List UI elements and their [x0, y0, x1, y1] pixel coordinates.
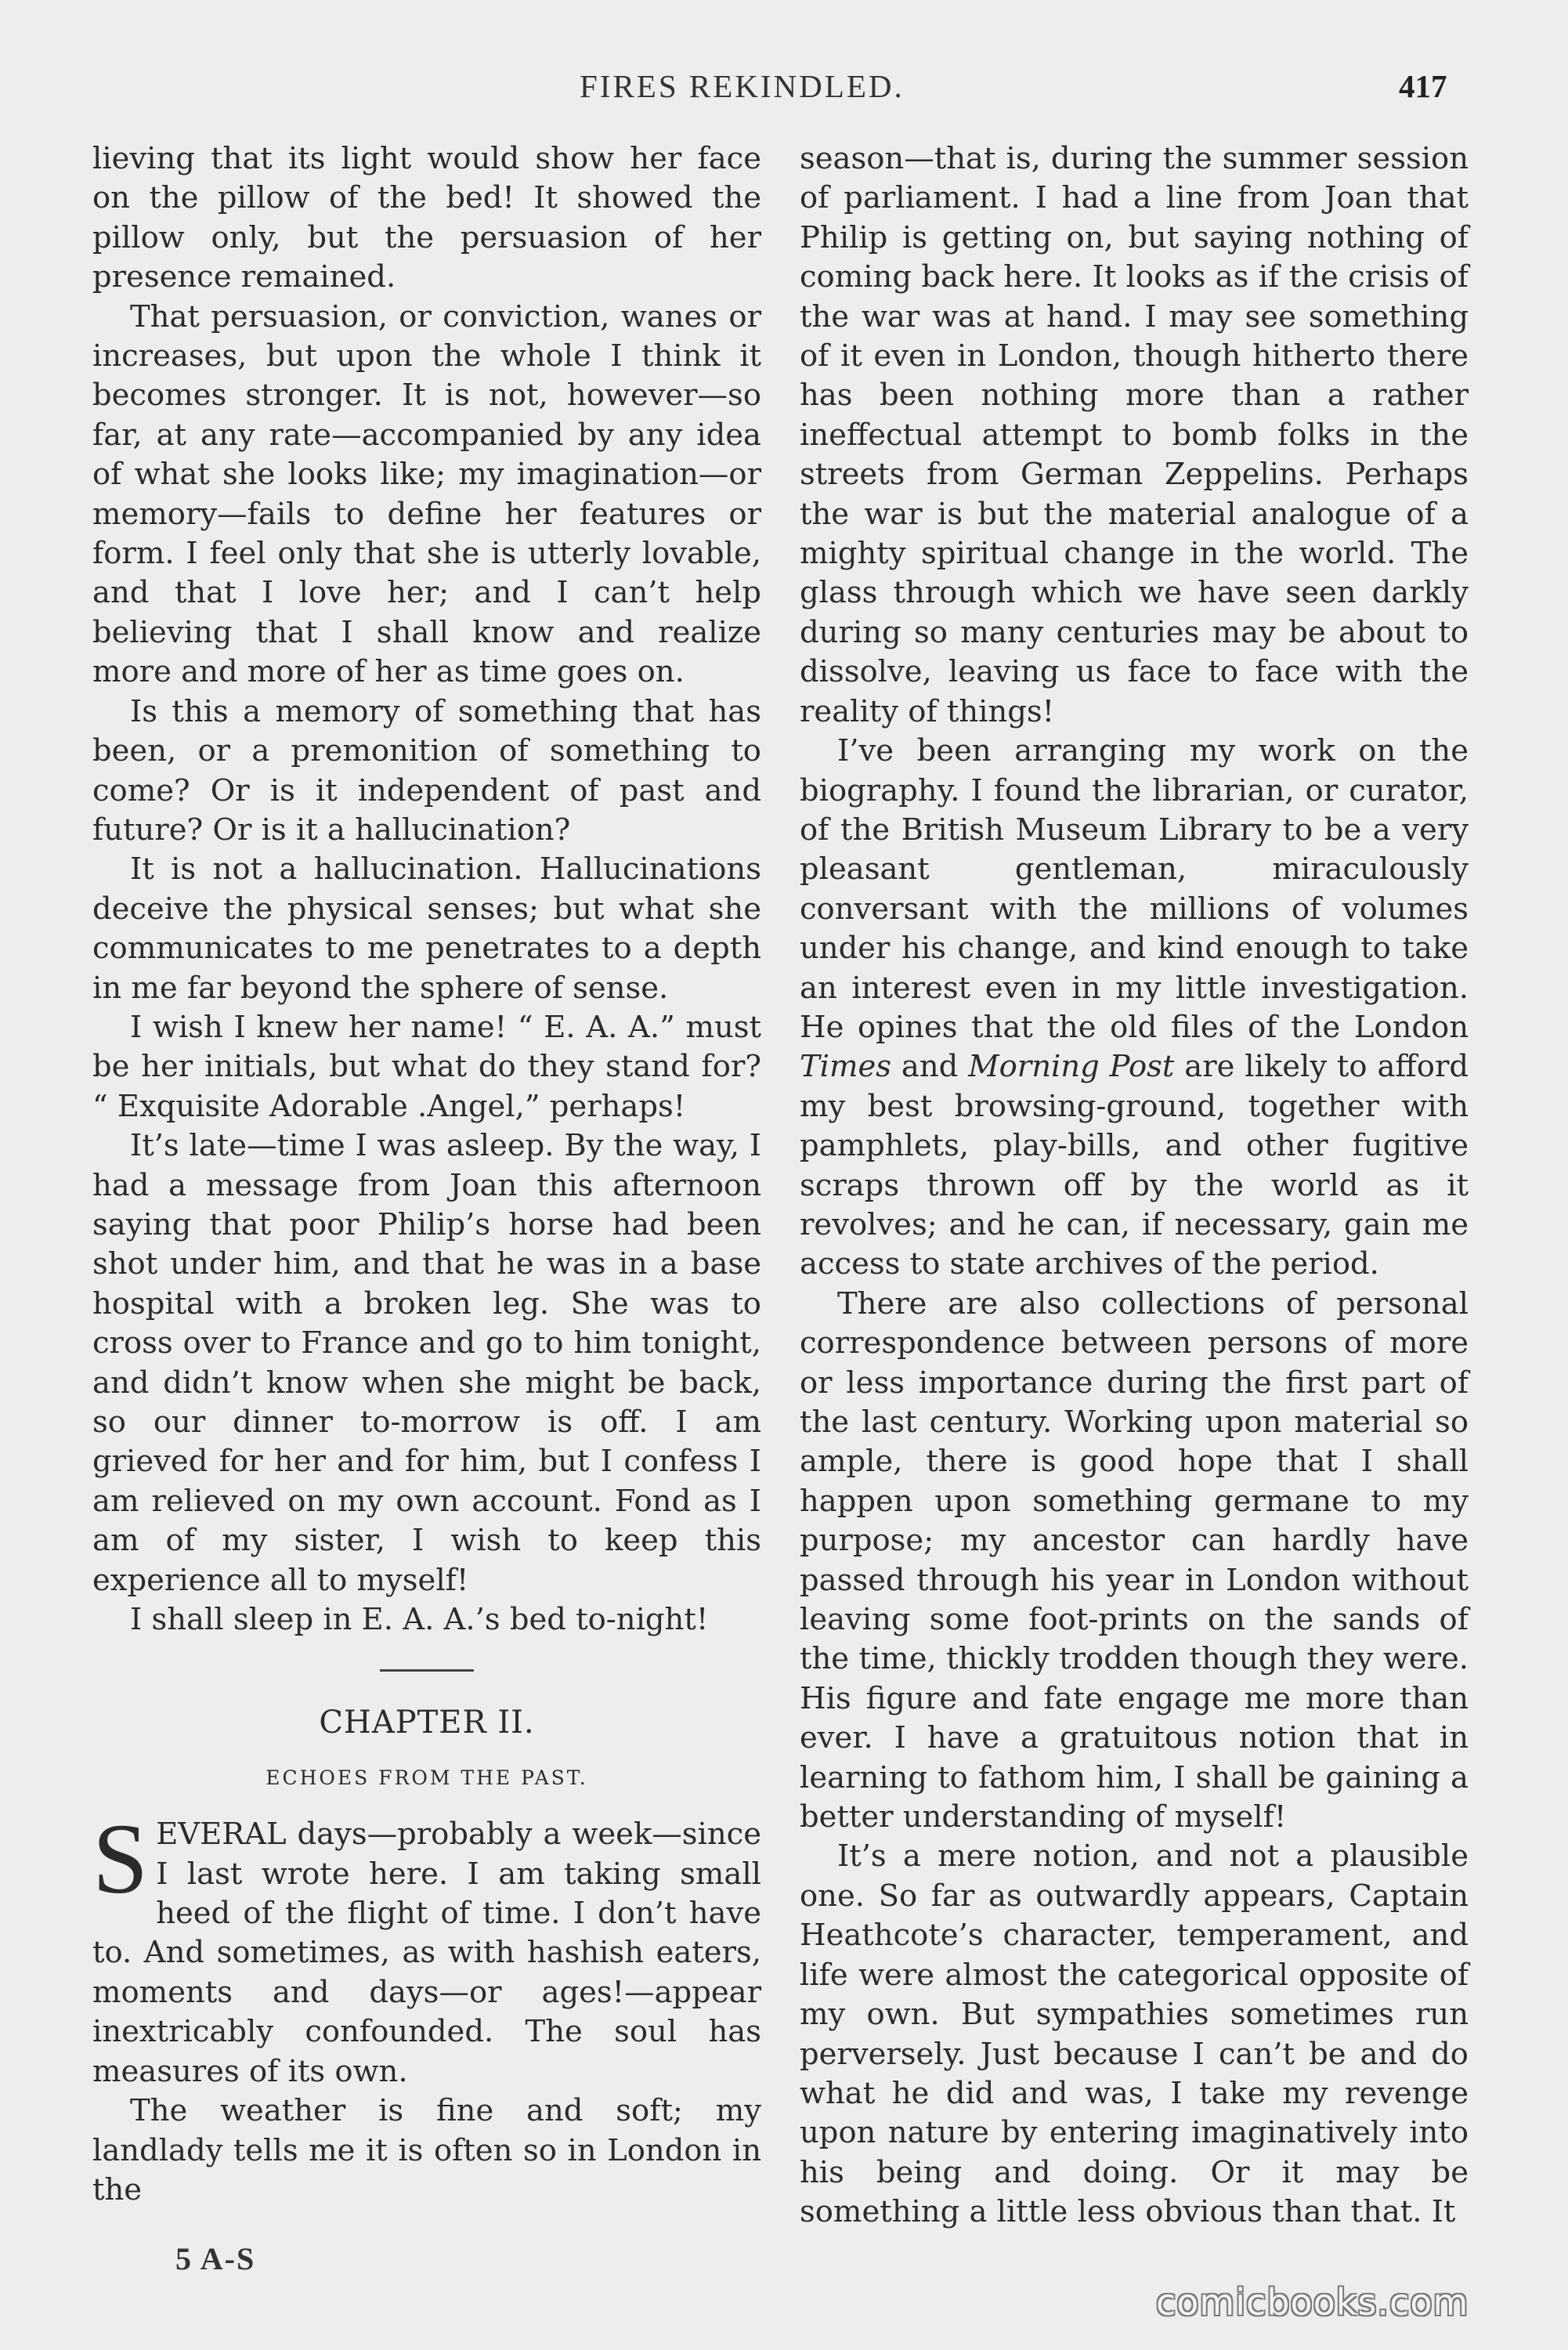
- chapter-heading: CHAPTER II.: [319, 1705, 535, 1741]
- paragraph: Is this a memory of something that has been, or a premonition of something to come? Or is it independent of past and future? Or is it a hallucination?: [92, 693, 761, 848]
- paragraph: There are also collections of personal correspondence between persons of more or less importance during the first part of the last century. Working upon material so ample, there is good hope that I shall happen upon something germane to my purpose; my ancestor can hardly have passed through his year in London without leaving some foot-prints on the sands of the time, thickly trodden though they were. His figure and fate engage me more than ever. I have a gratuitous notion that in learning to fathom him, I shall be gaining a better understanding of myself!: [800, 1285, 1469, 1835]
- paragraph: [800, 732, 1469, 1285]
- paragraph-text: and: [891, 1049, 969, 1085]
- paragraph-dropcap: [92, 1803, 761, 2092]
- paragraph: The weather is fine and soft; my landlady tells me it is often so in London in the: [92, 2093, 761, 2207]
- paragraph-text: EVERAL days—probably a week—since I last wrote here. I am taking small heed of the flight of time. I don’t have to. And sometimes, as with hashish eaters, moments and days—or ages!—appear inextricably confounded. The soul has measures of its own.: [92, 1817, 761, 2089]
- paragraph: It’s late—time I was asleep. By the way, I had a message from Joan this afternoon saying that poor Philip’s horse had been shot under him, and that he was in a base hospital with a broken leg. She was to cross over to France and go to him tonight, and didn’t know when she might be back, so our dinner to-morrow is off. I am grieved for her and for him, but I confess I am relieved on my own account. Fond as I am of my sister, I wish to keep this experience all to myself!: [92, 1128, 761, 1598]
- watermark: comicbooks.com: [1156, 2281, 1469, 2323]
- newspaper-title-morning-post: Morning Post: [968, 1049, 1175, 1085]
- page-number: 417: [1399, 68, 1447, 104]
- drop-cap: S: [92, 1803, 149, 1915]
- printer-signature: 5 A-S: [175, 2241, 256, 2276]
- paragraph: lieving that its light would show her face on the pillow of the bed! It showed the pillow only, but the persuasion of her presence remained.: [92, 141, 761, 295]
- right-column: [800, 139, 1469, 2232]
- chapter-subtitle: ECHOES FROM THE PAST.: [266, 1766, 588, 1789]
- paragraph: I wish I knew her name! “ E. A. A.” must be her initials, but what do they stand for? “ Exquisite Adorable .Angel,” perhaps!: [92, 1009, 761, 1124]
- paragraph: It’s a mere notion, and not a plausible one. So far as outwardly appears, Captain Heathcote’s character, temperament, and life were almost the categorical opposite of my own. But sympathies sometimes run perversely. Just because I can’t be and do what he did and was, I take my revenge upon nature by entering imaginatively into his being and doing. Or it may be something a little less obvious than that. It: [800, 1838, 1469, 2230]
- running-title: FIRES REKINDLED.: [580, 68, 905, 104]
- running-head: [0, 67, 1568, 114]
- paragraph: It is not a hallucination. Hallucinations deceive the physical senses; but what she communicates to me penetrates to a depth in me far beyond the sphere of sense.: [92, 851, 761, 1006]
- paragraph-text: I’ve been arranging my work on the biography. I found the librarian, or curator, of the British Museum Library to be a very pleasant gentleman, miraculously conversant with the millions of volumes under his change, and kind enough to take an interest even in my little investigation. He opines that the old files of the London: [800, 733, 1469, 1045]
- paragraph: That persuasion, or conviction, wanes or increases, but upon the whole I think it becomes stronger. It is not, however—so far, at any rate—accompanied by any idea of what she looks like; my imagination—or memory—fails to define her features or form. I feel only that she is utterly lovable, and that I love her; and I can’t help believing that I shall know and realize more and more of her as time goes on.: [92, 298, 761, 690]
- newspaper-title-times: Times: [800, 1049, 892, 1085]
- paragraph-text: are likely to afford my best browsing-ground, together with pamphlets, play-bills, and other fugitive scraps thrown off by the world as it revolves; and he can, if necessary, gain me access to state archives of the period.: [800, 1049, 1469, 1282]
- left-column: [92, 139, 761, 2210]
- section-divider: [380, 1669, 474, 1672]
- paragraph: I shall sleep in E. A. A.’s bed to-night!: [130, 1602, 709, 1638]
- paragraph: season—that is, during the summer session of parliament. I had a line from Joan that Philip is getting on, but saying nothing of coming back here. It looks as if the crisis of the war was at hand. I may see something of it even in London, though hitherto there has been nothing more than a rather ineffectual attempt to bomb folks in the streets from German Zeppelins. Perhaps the war is but the material analogue of a mighty spiritual change in the world. The glass through which we have seen darkly during so many centuries may be about to dissolve, leaving us face to face with the reality of things!: [800, 141, 1469, 729]
